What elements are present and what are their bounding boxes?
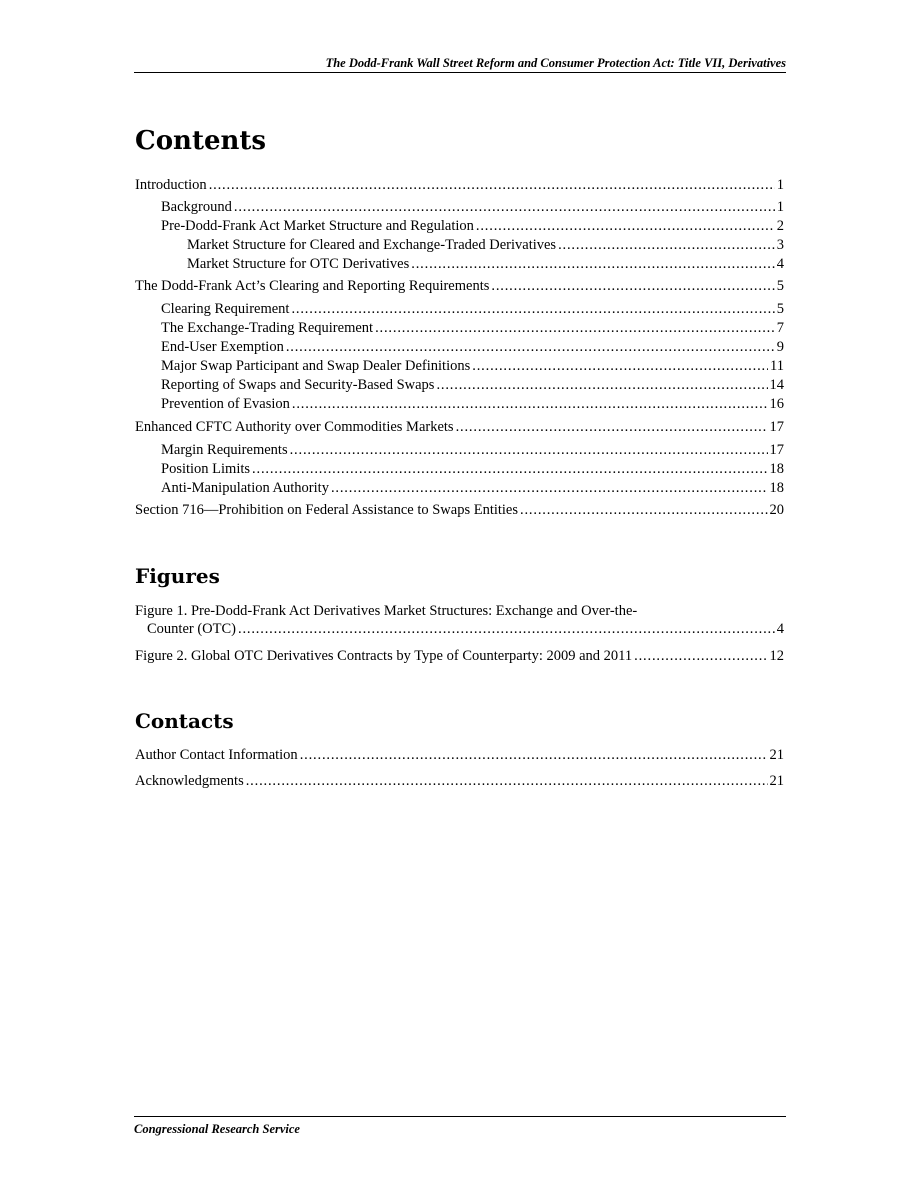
leader-dots bbox=[472, 358, 768, 375]
leader-dots bbox=[436, 377, 767, 394]
toc-entry-page: 18 bbox=[769, 480, 784, 496]
leader-dots bbox=[292, 396, 768, 413]
leader-dots bbox=[286, 339, 775, 356]
figures-heading: Figures bbox=[135, 564, 220, 588]
toc-entry-introduction[interactable] bbox=[135, 177, 784, 194]
leader-dots bbox=[634, 648, 767, 665]
leader-dots bbox=[491, 278, 774, 295]
running-header: The Dodd-Frank Wall Street Reform and Consumer Protection Act: Title VII, Derivatives bbox=[134, 56, 786, 73]
toc-entry-figure-2[interactable] bbox=[135, 648, 784, 665]
leader-dots bbox=[246, 773, 768, 790]
toc-entry-title: Market Structure for Cleared and Exchange-Traded Derivatives bbox=[187, 237, 557, 253]
toc-entry-page: 1 bbox=[776, 199, 784, 215]
toc-entry-anti-manipulation[interactable] bbox=[161, 480, 784, 497]
toc-entry-page: 1 bbox=[776, 177, 784, 193]
toc-entry-title: Reporting of Swaps and Security-Based Swaps bbox=[161, 377, 435, 393]
leader-dots bbox=[331, 480, 768, 497]
toc-entry-page: 16 bbox=[769, 396, 784, 412]
toc-entry-title: Major Swap Participant and Swap Dealer Definitions bbox=[161, 358, 471, 374]
figure-1-line1[interactable]: Figure 1. Pre-Dodd-Frank Act Derivatives Market Structures: Exchange and Over-the- bbox=[135, 603, 638, 619]
toc-entry-page: 17 bbox=[769, 419, 784, 435]
toc-entry-title: Introduction bbox=[135, 177, 207, 193]
toc-entry-clearing-requirement[interactable] bbox=[161, 301, 784, 318]
leader-dots bbox=[520, 502, 767, 519]
toc-entry-page: 5 bbox=[776, 301, 784, 317]
toc-entry-page: 3 bbox=[776, 237, 784, 253]
toc-entry-page: 4 bbox=[776, 256, 784, 272]
toc-entry-title: Counter (OTC) bbox=[147, 621, 236, 637]
leader-dots bbox=[411, 256, 774, 273]
toc-entry-reporting[interactable] bbox=[161, 377, 784, 394]
toc-entry-end-user[interactable] bbox=[161, 339, 784, 356]
toc-entry-major-swap[interactable] bbox=[161, 358, 784, 375]
leader-dots bbox=[375, 320, 775, 337]
toc-entry-page: 5 bbox=[776, 278, 784, 294]
leader-dots bbox=[456, 419, 768, 436]
toc-entry-otc-structure[interactable] bbox=[187, 256, 784, 273]
toc-entry-title: The Dodd-Frank Act’s Clearing and Reporting Requirements bbox=[135, 278, 490, 294]
toc-entry-title: Background bbox=[161, 199, 232, 215]
toc-entry-title: Enhanced CFTC Authority over Commodities Markets bbox=[135, 419, 454, 435]
toc-entry-cftc[interactable] bbox=[135, 419, 784, 436]
toc-entry-page: 4 bbox=[776, 621, 784, 637]
leader-dots bbox=[234, 199, 775, 216]
leader-dots bbox=[290, 442, 768, 459]
toc-entry-page: 7 bbox=[776, 320, 784, 336]
toc-entry-exchange-trading[interactable] bbox=[161, 320, 784, 337]
toc-entry-page: 21 bbox=[769, 773, 784, 789]
toc-entry-title: Figure 2. Global OTC Derivatives Contracts by Type of Counterparty: 2009 and 2011 bbox=[135, 648, 633, 664]
leader-dots bbox=[476, 218, 775, 235]
toc-entry-page: 2 bbox=[776, 218, 784, 234]
leader-dots bbox=[252, 461, 767, 478]
toc-entry-evasion[interactable] bbox=[161, 396, 784, 413]
toc-entry-figure-1[interactable] bbox=[147, 621, 784, 638]
toc-entry-title: Section 716—Prohibition on Federal Assistance to Swaps Entities bbox=[135, 502, 519, 518]
toc-entry-title: Author Contact Information bbox=[135, 747, 298, 763]
contents-heading: Contents bbox=[135, 126, 267, 156]
toc-entry-title: Anti-Manipulation Authority bbox=[161, 480, 329, 496]
toc-entry-page: 21 bbox=[769, 747, 784, 763]
leader-dots bbox=[558, 237, 775, 254]
toc-entry-acknowledgments[interactable] bbox=[135, 773, 784, 790]
toc-entry-title: Clearing Requirement bbox=[161, 301, 290, 317]
toc-entry-title: Market Structure for OTC Derivatives bbox=[187, 256, 410, 272]
leader-dots bbox=[300, 747, 768, 764]
toc-entry-author-contact[interactable] bbox=[135, 747, 784, 764]
toc-entry-page: 9 bbox=[776, 339, 784, 355]
toc-entry-title: Acknowledgments bbox=[135, 773, 244, 789]
toc-entry-title: End-User Exemption bbox=[161, 339, 284, 355]
toc-entry-title: Pre-Dodd-Frank Act Market Structure and Regulation bbox=[161, 218, 474, 234]
toc-entry-page: 17 bbox=[769, 442, 784, 458]
toc-entry-page: 12 bbox=[769, 648, 784, 664]
toc-entry-section-716[interactable] bbox=[135, 502, 784, 519]
toc-entry-position-limits[interactable] bbox=[161, 461, 784, 478]
toc-entry-page: 14 bbox=[769, 377, 784, 393]
toc-entry-cleared-exchange[interactable] bbox=[187, 237, 784, 254]
leader-dots bbox=[238, 621, 775, 638]
toc-entry-title: Position Limits bbox=[161, 461, 251, 477]
toc-entry-title: Margin Requirements bbox=[161, 442, 288, 458]
leader-dots bbox=[209, 177, 775, 194]
toc-entry-page: 20 bbox=[769, 502, 784, 518]
toc-entry-page: 18 bbox=[769, 461, 784, 477]
toc-entry-title: Prevention of Evasion bbox=[161, 396, 290, 412]
contacts-heading: Contacts bbox=[135, 709, 234, 733]
toc-entry-margin[interactable] bbox=[161, 442, 784, 459]
toc-entry-title: The Exchange-Trading Requirement bbox=[161, 320, 374, 336]
toc-entry-background[interactable] bbox=[161, 199, 784, 216]
leader-dots bbox=[291, 301, 774, 318]
page-footer: Congressional Research Service bbox=[134, 1116, 786, 1137]
toc-entry-clearing-reporting[interactable] bbox=[135, 278, 784, 295]
toc-entry-page: 11 bbox=[770, 358, 784, 374]
toc-entry-pre-dodd-frank[interactable] bbox=[161, 218, 784, 235]
